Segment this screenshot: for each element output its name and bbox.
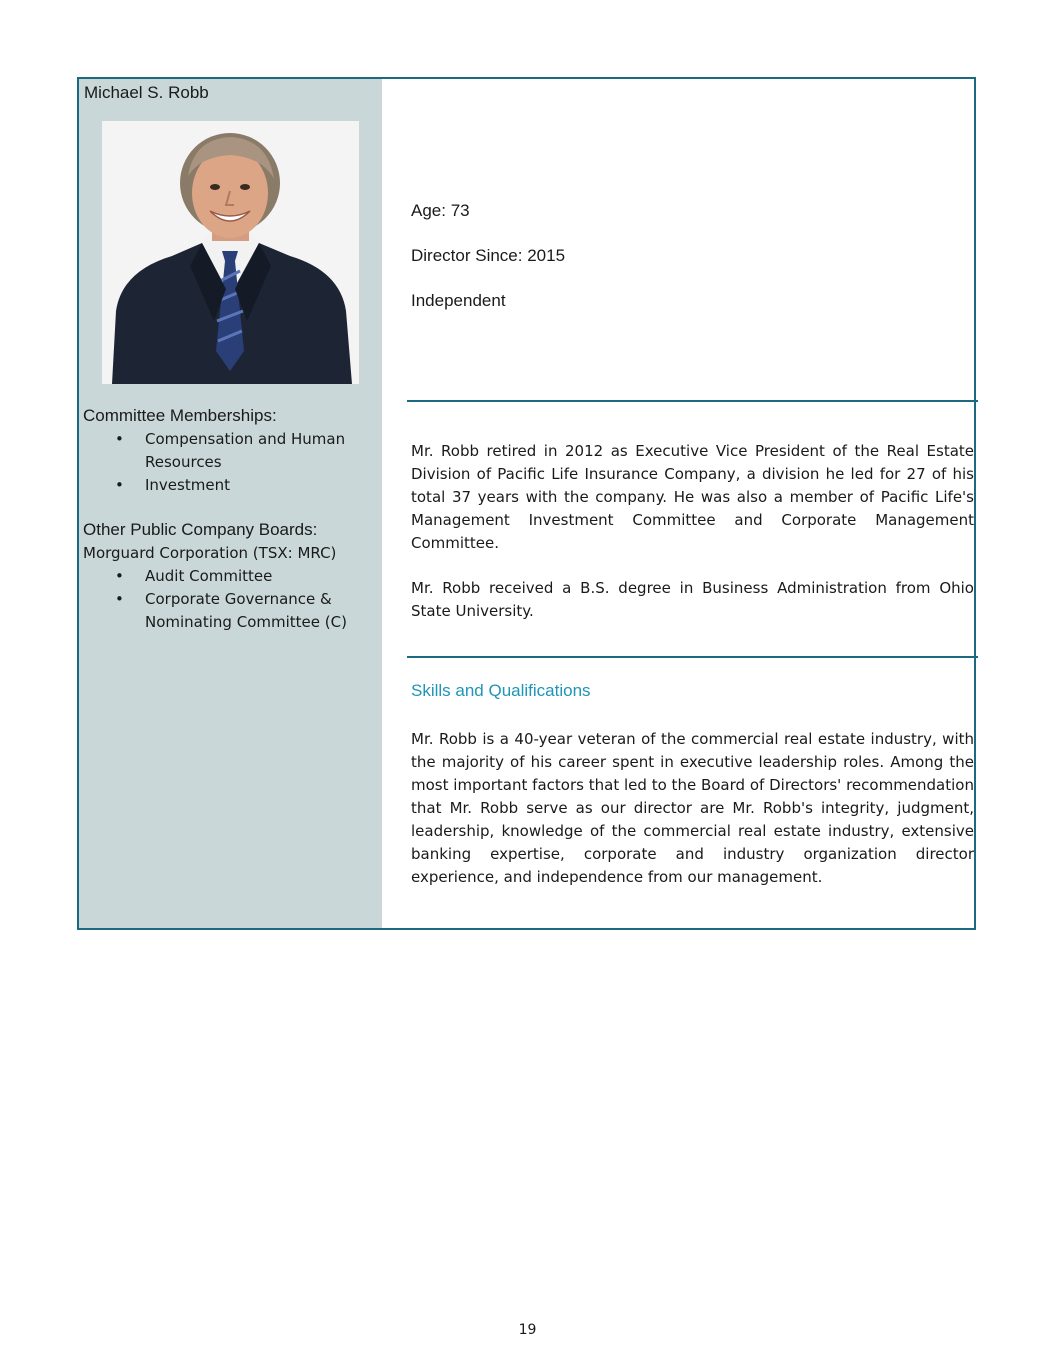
section-divider: [407, 400, 978, 402]
director-facts: [411, 199, 565, 334]
bullet-icon: •: [115, 590, 124, 608]
list-item: • Investment: [79, 474, 369, 497]
list-item: • Compensation and Human Resources: [115, 430, 346, 471]
committee-memberships-list: [79, 428, 369, 497]
bullet-icon: •: [115, 567, 124, 585]
bullet-icon: •: [115, 430, 124, 448]
director-photo: [102, 121, 359, 384]
committee-memberships-heading: Committee Memberships:: [83, 406, 277, 425]
director-status: Independent: [411, 291, 506, 310]
board-company: Morguard Corporation (TSX: MRC): [83, 544, 337, 562]
list-item: • Corporate Governance & Nominating Committee (C): [115, 590, 347, 631]
bullet-icon: •: [115, 476, 124, 494]
skills-heading: Skills and Qualifications: [411, 681, 591, 700]
portrait-image: [102, 121, 359, 384]
page-number: 19: [518, 1322, 537, 1338]
list-item: • Audit Committee: [79, 565, 369, 588]
profile-sidebar: [79, 79, 382, 928]
section-divider: [407, 656, 978, 658]
director-name: Michael S. Robb: [84, 83, 209, 102]
other-boards-heading: Other Public Company Boards:: [83, 520, 318, 539]
bio-paragraph-2: Mr. Robb received a B.S. degree in Business Administration from Ohio State University.: [411, 579, 974, 620]
director-profile-card: [77, 77, 976, 930]
skills-paragraph: Mr. Robb is a 40-year veteran of the commercial real estate industry, with the majority of his career spent in executive leadership roles. Among the most important factors that led to the Board of Directors' recommendation that Mr. Robb serve as our director are Mr. Robb's integrity, judgment, leadership, knowledge of the commercial real estate industry, extensive banking expertise, corporate and industry organization director experience, and independence from our management.: [411, 730, 974, 886]
director-since: Director Since: 2015: [411, 246, 566, 265]
bio-paragraph-1: Mr. Robb retired in 2012 as Executive Vice President of the Real Estate Division of Pacific Life Insurance Company, a division he led for 27 of his total 37 years with the company. He was also a member of Pacific Life's Management Investment Committee and Corporate Management Committee.: [411, 442, 974, 552]
board-committees-list: [79, 565, 369, 634]
director-age: Age: 73: [411, 201, 470, 220]
